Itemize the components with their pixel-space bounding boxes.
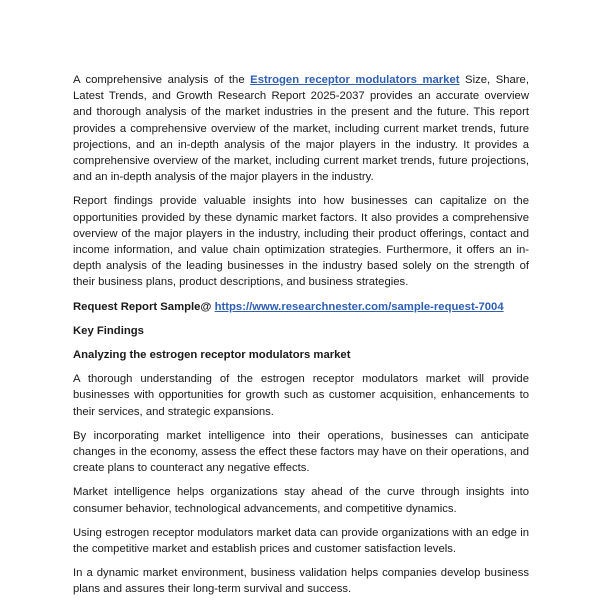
analyzing-heading: Analyzing the estrogen receptor modulators market [73,349,351,362]
findings-paragraph: Report findings provide valuable insights into how businesses can capitalize on the opportunities provided by these dynamic market factors. It also provides a comprehensive overview of the major players in the industry, including their product offerings, contact and income information, and value chain optimization strategies. Furthermore, it offers an in-depth analysis of the leading businesses in the industry based solely on the strength of their business plans, product descriptions, and business strategies. [73,195,529,289]
body-paragraph-2: By incorporating market intelligence into their operations, businesses can anticipate changes in the economy, assess the effect these factors may have on their operations, and create plans to counteract any negative effects. [73,429,529,475]
key-findings-heading: Key Findings [73,324,144,337]
body-paragraph-5: In a dynamic market environment, business validation helps companies develop business plans and assures their long-term survival and success. [73,567,529,596]
request-sample-line [73,299,529,315]
body-paragraph-1: A thorough understanding of the estrogen receptor modulators market will provide businesses with opportunities for growth such as customer acquisition, enhancements to their services, and strategic expansions. [73,373,529,418]
document-page [73,72,529,606]
intro-paragraph [73,72,529,185]
estrogen-market-link[interactable]: Estrogen receptor modulators market [250,74,460,86]
body-paragraph-3: Market intelligence helps organizations stay ahead of the curve through insights into consumer behavior, technological advancements, and competitive dynamics. [73,486,529,515]
intro-prefix: A comprehensive analysis of the [73,74,251,86]
body-paragraph-4: Using estrogen receptor modulators market data can provide organizations with an edge in the competitive market and establish prices and customer satisfaction levels. [73,526,529,556]
request-sample-link[interactable]: https://www.researchnester.com/sample-request-7004 [214,300,504,313]
intro-suffix: Size, Share, Latest Trends, and Growth Research Report 2025-2037 provides an accurate overview and thorough analysis of the market industries in the present and the future. This report provides a comprehensive overview of the market, including current market trends, future projections, and an in-depth analysis of the major players in the industry. It provides a comprehensive overview of the market, including current market trends, future projections, and an in-depth analysis of the major players in the industry. [73,74,529,184]
request-sample-label: Request Report Sample@ [73,300,215,313]
